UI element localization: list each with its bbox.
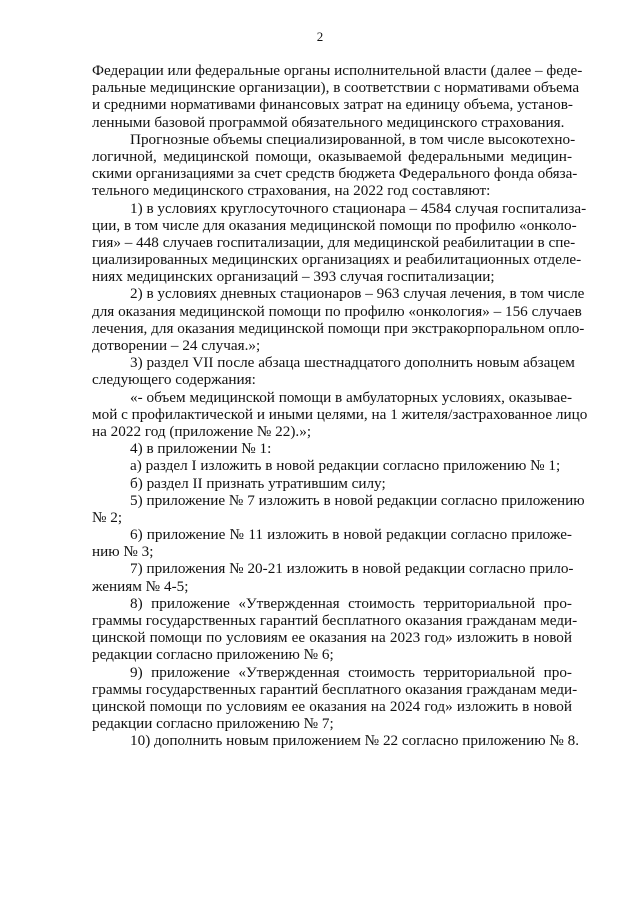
paragraph (92, 663, 578, 733)
text-line: ниях медицинских организаций – 393 случая госпитализации; (92, 268, 495, 286)
text-line: жениям № 4-5; (92, 577, 189, 595)
text-line: № 2; (92, 508, 123, 526)
text-line: 1) в условиях круглосуточного стационара – 4584 случая госпитализа- (130, 199, 587, 217)
text-line: на 2022 год (приложение № 22).»; (92, 422, 312, 440)
page-number: 2 (316, 29, 324, 44)
text-line: Прогнозные объемы специализированной, в том числе высокотехно- (130, 130, 576, 148)
text-line: 4) в приложении № 1: (130, 440, 272, 458)
text-line: редакции согласно приложению № 6; (92, 646, 334, 664)
text-line: 3) раздел VII после абзаца шестнадцатого дополнить новым абзацем (130, 354, 575, 372)
document-body (92, 62, 588, 750)
text-line: б) раздел II признать утратившим силу; (130, 474, 386, 492)
paragraph (92, 62, 583, 131)
text-line: циализированных медицинских организациях и реабилитационных отделе- (92, 251, 582, 269)
text-line: Федерации или федеральные органы исполнительной власти (далее – феде- (92, 62, 583, 79)
paragraph (92, 457, 572, 474)
text-line: цинской помощи по условиям ее оказания на 2023 год» изложить в новой (92, 629, 572, 647)
paragraph (92, 560, 572, 594)
paragraph (92, 388, 588, 441)
text-line: гия» – 448 случаев госпитализации, для медицинской реабилитации в спе- (92, 233, 576, 251)
paragraph (92, 354, 575, 389)
text-line: граммы государственных гарантий бесплатного оказания гражданам меди- (92, 680, 578, 698)
text-line: «- объем медицинской помощи в амбулаторных условиях, оказывае- (130, 388, 572, 406)
paragraph (92, 594, 578, 664)
paragraph (92, 491, 585, 526)
text-line: логичной, медицинской помощи, оказываемой федеральными медицин- (92, 147, 572, 165)
text-line: редакции согласно приложению № 7; (92, 715, 334, 733)
text-line: 10) дополнить новым приложением № 22 согласно приложению № 8. (130, 732, 580, 750)
text-line: лечения, для оказания медицинской помощи при экстракорпоральном опло- (92, 319, 585, 337)
paragraph (92, 130, 578, 200)
text-line: тельного медицинского страхования, на 2022 год составляют: (92, 182, 491, 200)
text-line: дотворении – 24 случая.»; (92, 337, 261, 354)
paragraph (92, 285, 585, 354)
text-line: ции, в том числе для оказания медицинской помощи по профилю «онколо- (92, 216, 577, 234)
text-line: 5) приложение № 7 изложить в новой редакции согласно приложению (130, 491, 585, 509)
text-line: ральные медицинские организации), в соответствии с нормативами объема (92, 79, 580, 97)
text-line: цинской помощи по условиям ее оказания на 2024 год» изложить в новой (92, 697, 572, 715)
text-line: 6) приложение № 11 изложить в новой редакции согласно приложе- (130, 526, 572, 544)
paragraph (92, 475, 572, 492)
text-line: 7) приложения № 20-21 изложить в новой редакции согласно прило- (130, 560, 574, 578)
text-line: и средними нормативами финансовых затрат на единицу объема, установ- (92, 96, 573, 114)
text-line: 9) приложение «Утвержденная стоимость территориальной про- (130, 663, 572, 681)
text-line: мой с профилактической и иными целями, на 1 жителя/застрахованное лицо (92, 405, 588, 423)
paragraph (92, 440, 572, 457)
text-line: скими организациями за счет средств бюджета Федерального фонда обяза- (92, 165, 578, 183)
text-line: граммы государственных гарантий бесплатного оказания гражданам меди- (92, 612, 578, 629)
text-line: нию № 3; (92, 543, 154, 561)
text-line: следующего содержания: (92, 371, 256, 389)
paragraph (92, 732, 580, 750)
text-line: для оказания медицинской помощи по профилю «онкология» – 156 случаев (92, 302, 582, 320)
text-line: ленными базовой программой обязательного медицинского страхования. (92, 113, 565, 131)
paragraph (92, 526, 572, 560)
paragraph (92, 199, 587, 286)
text-line: 2) в условиях дневных стационаров – 963 случая лечения, в том числе (130, 285, 585, 303)
text-line: а) раздел I изложить в новой редакции согласно приложению № 1; (130, 457, 561, 475)
text-line: 8) приложение «Утвержденная стоимость территориальной про- (130, 594, 572, 612)
